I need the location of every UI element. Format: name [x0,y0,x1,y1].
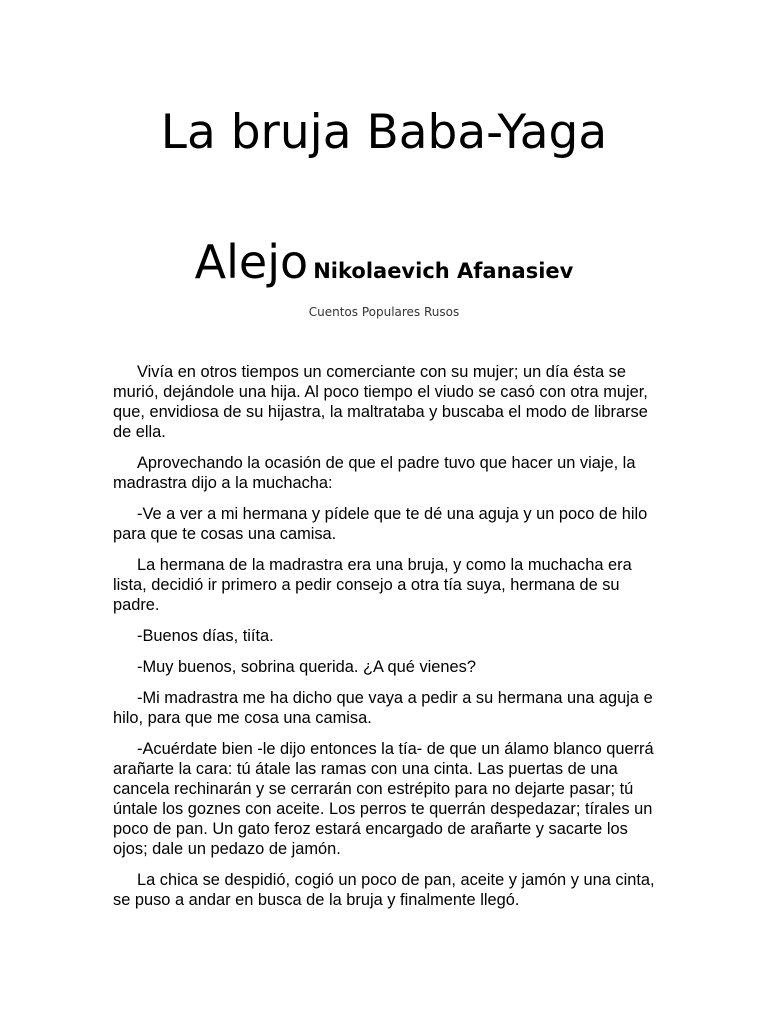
paragraph: -Ve a ver a mi hermana y pídele que te dé una aguja y un poco de hilo para que te cosas una camisa. [113,505,648,543]
paragraph: -Buenos días, tiíta. [137,627,274,645]
author-last-names: Nikolaevich Afanasiev [313,259,574,283]
document-title: La bruja Baba-Yaga [160,105,608,160]
document-subtitle: Cuentos Populares Rusos [308,305,460,319]
paragraph: -Acuérdate bien -le dijo entonces la tía- de que un álamo blanco querrá arañarte la cara: tú átale las ramas con una cinta. Las puertas de una cancela rechinarán y se cerrarán con estrépito para no dejarte pasar; tú úntale los goznes con aceite. Los perros te querrán despedazar; tírales un poco de pan. Un gato feroz estará encargado de arañarte y sacarte los ojos; dale un pedazo de jamón. [113,740,654,858]
author-first-name: Alejo [194,235,309,289]
paragraph: -Muy buenos, sobrina querida. ¿A qué vienes? [137,658,476,676]
paragraph: Vivía en otros tiempos un comerciante con su mujer; un día ésta se murió, dejándole una hija. Al poco tiempo el viudo se casó con otra mujer, que, envidiosa de su hijastra, la maltrataba y buscaba el modo de librarse de ella. [113,363,648,441]
story-body [113,362,658,921]
paragraph: La chica se despidió, cogió un poco de pan, aceite y jamón y una cinta, se puso a andar en busca de la bruja y finalmente llegó. [113,871,655,909]
paragraph: -Mi madrastra me ha dicho que vaya a pedir a su hermana una aguja e hilo, para que me cosa una camisa. [113,689,653,727]
author-line [0,230,768,305]
paragraph: Aprovechando la ocasión de que el padre tuvo que hacer un viaje, la madrastra dijo a la muchacha: [113,454,636,492]
paragraph: La hermana de la madrastra era una bruja, y como la muchacha era lista, decidió ir primero a pedir consejo a otra tía suya, hermana de su padre. [113,556,632,614]
